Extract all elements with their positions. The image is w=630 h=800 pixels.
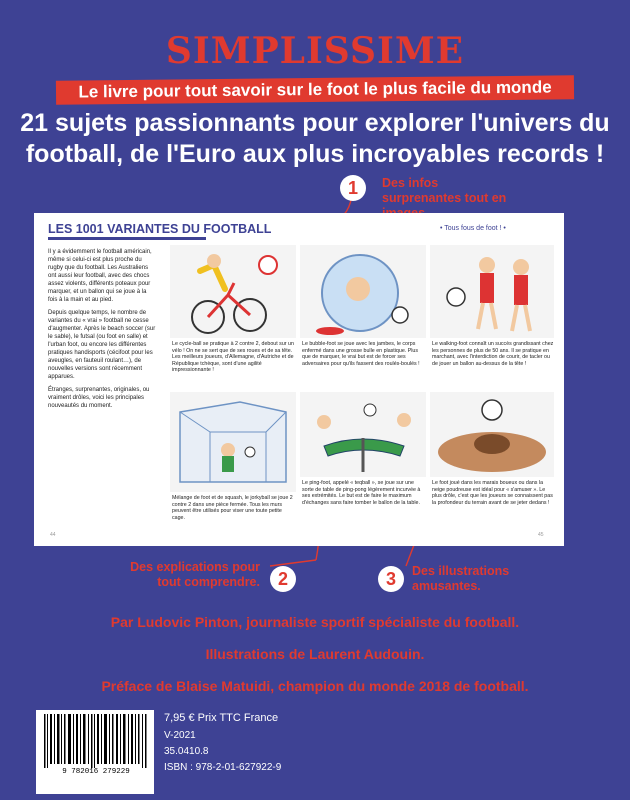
- illustration-teqball: [300, 392, 426, 477]
- callout-text-2: Des explications pour tout comprendre.: [130, 560, 260, 589]
- illustration-walking-foot: [430, 245, 554, 338]
- illustration-jorkyball: [170, 392, 296, 492]
- price-label: 7,95 € Prix TTC France: [164, 712, 279, 724]
- spread-rubric: • Tous fous de foot ! •: [440, 225, 506, 232]
- caption-teqball: Le ping-foot, appelé « teqball », se joue sur une sorte de table de ping-pong légèrement incurvée à ses extrémités. Le but est de faire le maximum d'échanges sans faire tomber le ballon de la table.: [302, 480, 421, 506]
- spread-intro: [48, 248, 156, 415]
- isbn-label: ISBN : 978-2-01-627922-9: [164, 762, 282, 773]
- spread-title: LES 1001 VARIANTES DU FOOTBALL: [48, 222, 272, 236]
- caption-bubble-foot: Le bubble-foot se joue avec les jambes, le corps enfermé dans une grosse bulle en plastique. Plus que de marquer, le vrai but est de forcer ses adversaires pour qu'ils fassent des roulés-boulés !: [302, 341, 420, 367]
- page-number-right: 45: [538, 532, 544, 538]
- caption-walking-foot: Le walking-foot connaît un succès grandissant chez les personnes de plus de 50 ans. Il se pratique en marchant, avec l'interdiction de courir, de tacler ou de jouer un ballon au-dessus de la tête !: [432, 341, 554, 367]
- tagline-banner: Le livre pour tout savoir sur le foot le plus facile du monde: [56, 75, 574, 104]
- bubble-foot-drawing: [300, 245, 426, 338]
- headline: 21 sujets passionnants pour explorer l'univers du football, de l'Euro aux plus incroyables records !: [20, 109, 610, 168]
- cycle-ball-drawing: [170, 245, 296, 338]
- credit-preface: Préface de Blaise Matuidi, champion du monde 2018 de football.: [101, 678, 529, 694]
- barcode-icon: [42, 714, 148, 768]
- callout-number-2: 2: [270, 566, 296, 592]
- mud-football-drawing: [430, 392, 554, 477]
- jorkyball-drawing: [170, 392, 296, 492]
- teqball-drawing: [300, 392, 426, 477]
- illustration-bubble-foot: [300, 245, 426, 338]
- title-underline: [48, 237, 206, 240]
- callout-text-1: Des infos surprenantes tout en: [382, 176, 507, 205]
- edition-code: V-2021: [164, 730, 196, 741]
- caption-jorkyball: Mélange de foot et de squash, le jorkyball se joue 2 contre 2 dans une pièce fermée. Tous les murs peuvent être utilisés pour viser une toute petite cage.: [172, 495, 293, 521]
- intro-paragraph: Il y a évidemment le football américain, même si celui-ci est plus proche du rugby que du football. Les Australiens ont aussi leur football, avec des chocs assez violents, différents poteaux pour marquer, et un ballon qui se joue à la fois à la main et au pied.: [48, 249, 152, 303]
- intro-paragraph: Étranges, surprenantes, originales, ou vraiment drôles, voici les principales nouveautés du moment.: [48, 387, 150, 409]
- barcode-digits: 9 782016 279229: [62, 768, 130, 776]
- credit-illustrator: Illustrations de Laurent Audouin.: [205, 646, 425, 662]
- illustration-mud-football: [430, 392, 554, 477]
- walking-foot-drawing: [430, 245, 554, 338]
- credit-author: Par Ludovic Pinton, journaliste sportif spécialiste du football.: [110, 614, 520, 630]
- callout-number-3: 3: [378, 566, 404, 592]
- caption-mud-football: Le foot joué dans les marais boueux ou dans la neige poudreuse est idéal pour « s'amuser ». Le plus drôle, c'est que les joueurs se connaissent pas la profondeur du terrain avant de se jeter dedans !: [432, 480, 553, 506]
- callout-number-1: 1: [340, 175, 366, 201]
- illustration-cycle-ball: [170, 245, 296, 338]
- brand-title: SIMPLISSIME: [165, 30, 465, 72]
- callout-text-3: Des illustrations amusantes.: [412, 564, 510, 593]
- product-code: 35.0410.8: [164, 746, 209, 757]
- intro-paragraph: Depuis quelque temps, le nombre de variantes du « vrai » football ne cesse d'augmenter. Après le beach soccer (sur le sable), le futsal (ou foot en salle) et l'urban foot, ou encore les différentes pratiques handisports (cécifoot pour les aveugles, en fauteuil roulant…), de nouvelles versions sont récemment apparues.: [48, 310, 156, 380]
- page-number-left: 44: [50, 532, 56, 538]
- caption-cycle-ball: Le cycle-ball se pratique à 2 contre 2, debout sur un vélo ! On ne se sert que de ses roues et de sa tête. Les meilleurs joueurs, d'Allemagne, d'Autriche et de République tchèque, sont d'une agilité impressionnante !: [172, 341, 294, 374]
